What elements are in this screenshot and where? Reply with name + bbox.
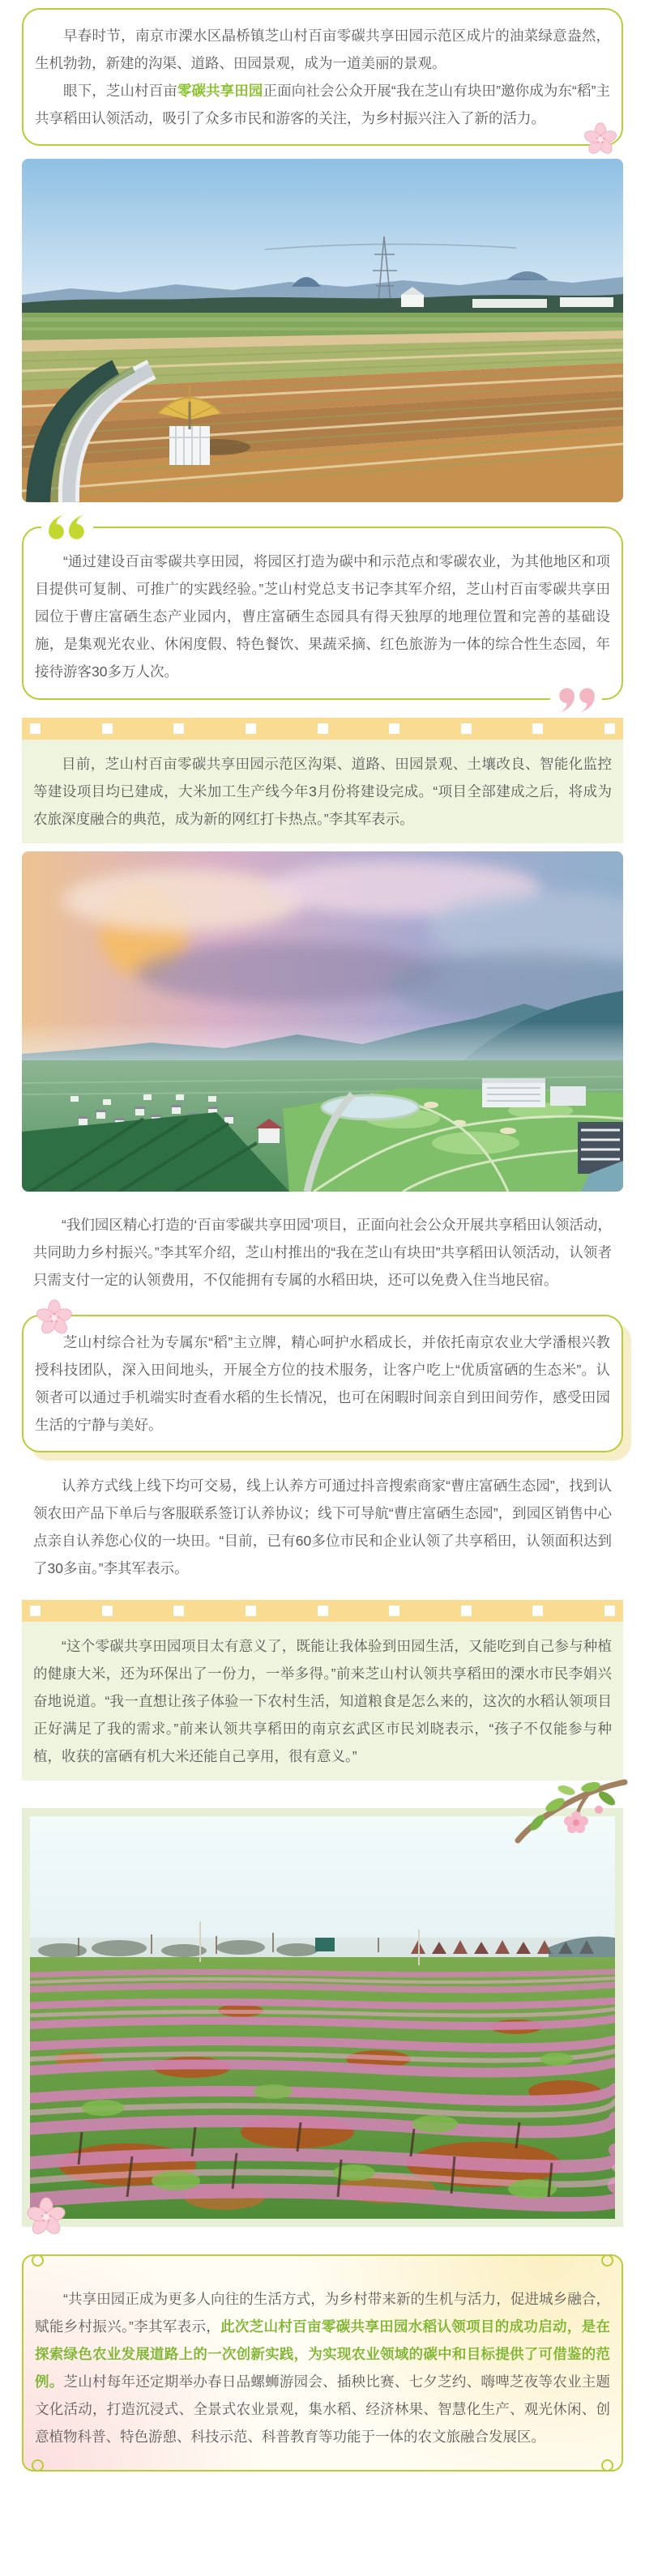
service-box [22,1315,623,1452]
photo-farmland-aerial [22,159,623,502]
corner-loop-icon [601,2254,613,2267]
orchard-illustration [30,1816,615,2219]
photo-peach-orchard [30,1816,615,2219]
village-illustration [22,851,623,1192]
farmland-illustration [22,159,623,502]
testimonial-text: “这个零碳共享田园项目太有意义了，既能让我体验到田园生活，又能吃到自己参与种植的健康大米，还为环保出了一份力，一举多得。”前来芝山村认领共享稻田的溧水市民李娟兴奋地说道。“我一直想让孩子体验一下农村生活，知道粮食是怎么来的，这次的水稻认领项目正好满足了我的需求。”前来认领共享稻田的南京玄武区市民刘晓表示，“孩子不仅能参与种植，收获的富硒有机大米还能自己享用，很有意义。” [33,1638,612,1764]
open-quote-icon [41,513,93,540]
intro-p2-after: 正面向社会公众开展“我在芝山有块田”邀你成为东“稻”主共享稻田认领活动，吸引了众多市民和游客的关注，为乡村振兴注入了新的活力。 [35,83,611,126]
corner-loop-icon [601,2459,613,2472]
progress-text: 目前，芝山村百亩零碳共享田园示范区沟渠、道路、田园景观、土壤改良、智能化监控等建设项目均已建成，大米加工生产线今年3月份将建设完成。“项目全部建成之后，将成为农旅深度融合的典范，成为新的网红打卡热点。”李其军表示。 [33,756,612,827]
paragraph-adoption-method: 认养方式线上线下均可交易，线上认养方可通过抖音搜索商家“曹庄富硒生态园”，找到认领农田产品下单后与客服联系签订认养协议；线下可导航“曹庄富硒生态园”，到园区销售中心点亲自认养您心仪的一块田。“目前，已有60多位市民和企业认领了共享稻田，认领面积达到了30多亩。”李其军表示。 [33,1478,612,1576]
film-strip-divider [22,1600,623,1622]
intro-paragraph-1: 早春时节，南京市溧水区晶桥镇芝山村百亩零碳共享田园示范区成片的油菜绿意盎然，生机勃勃，新建的沟渠、道路、田园景观，成为一道美丽的景观。 [35,28,610,71]
corner-loop-icon [32,2254,44,2267]
sakura-flower-icon [35,1299,74,1337]
quote-box-body [22,527,623,700]
quote-text: “通过建设百亩零碳共享田园，将园区打造为碳中和示范点和零碳农业，为其他地区和项目提供可复制、可推广的实践经验。”芝山村党总支书记李其军介绍，芝山村百亩零碳共享田园位于曹庄富硒生态产业园内，曹庄富硒生态园具有得天独厚的地理位置和完善的基础设施，是集观光农业、休闲度假、特色餐饮、果蔬采摘、红色旅游为一体的综合性生态园，年接待游客30多万人次。 [35,553,610,680]
photo-village-sunset [22,851,623,1192]
conclusion-box [22,2254,623,2472]
conclusion-text [35,2285,610,2450]
quote-box [22,527,623,700]
testimonial-box [22,1622,623,1781]
close-quote-icon [550,687,602,714]
paragraph-adoption-intro: “我们园区精心打造的‘百亩零碳共享田园’项目，正面向社会公众开展共享稻田认领活动，共同助力乡村振兴。”李其军介绍，芝山村推出的“我在芝山有块田”共享稻田认领活动，认领者只需支付一定的认领费用，不仅能拥有专属的水稻田块，还可以免费入住当地民宿。 [33,1217,612,1288]
service-text: 芝山村综合社为专属东“稻”主立牌，精心呵护水稻成长，并依托南京农业大学潘根兴教授科技团队，深入田间地头，开展全方位的技术服务，让客户吃上“优质富硒的生态米”。认领者可以通过手机端实时查看水稻的生长情况，也可在闲暇时间亲自到田间劳作，感受田园生活的宁静与美好。 [35,1334,610,1433]
framed-photo [22,1808,623,2227]
photo-frame [22,1808,623,2227]
sakura-flower-icon [25,2196,67,2238]
film-strip-divider [22,718,623,740]
zero-carbon-highlight: 零碳共享田园 [177,83,263,99]
intro-box [22,8,623,146]
corner-loop-icon [32,2459,44,2472]
conclusion-highlight: 此次芝山村百亩零碳共享田园水稻认领项目的成功启动，是在探索绿色农业发展道路上的一次创新实践，为实现农业领域的碳中和目标提供了可借鉴的范例。 [35,2318,611,2390]
conclusion-part2: 芝山村每年还定期举办春日品螺蛳游园会、插秧比赛、七夕芝约、嗨啤芝夜等农业主题文化活动，打造沉浸式、全景式农业景观，集水稻、经济林果、智慧化生产、观光休闲、创意植物科普、特色游憩、科技示范、科普教育等功能于一体的农文旅融合发展区。 [35,2373,610,2445]
sakura-flower-icon [583,122,618,157]
intro-paragraph-2 [35,77,610,132]
blossom-branch-icon [503,1774,630,1844]
intro-p2-before: 眼下，芝山村百亩 [63,83,177,99]
progress-box [22,740,623,843]
conclusion-part1: “共享田园正成为更多人向往的生活方式，为乡村带来新的生机与活力，促进城乡融合，赋能乡村振兴。”李其军表示， [35,2291,610,2335]
